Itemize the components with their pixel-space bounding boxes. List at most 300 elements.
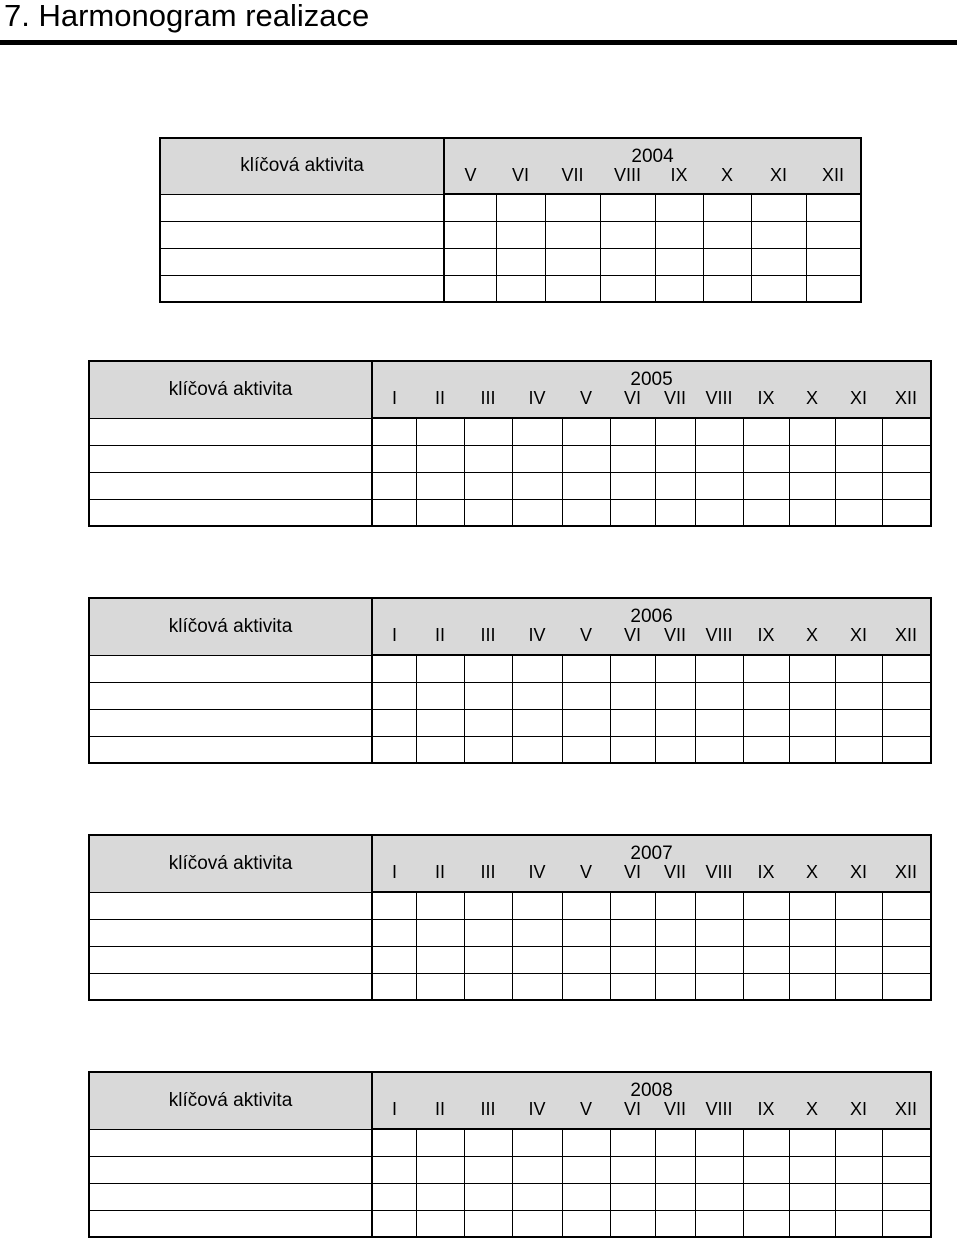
month-cell[interactable]	[600, 275, 655, 302]
month-cell[interactable]	[695, 892, 743, 919]
month-cell[interactable]	[512, 655, 562, 682]
month-cell[interactable]	[562, 892, 610, 919]
month-cell[interactable]	[444, 194, 496, 221]
month-cell[interactable]	[882, 709, 931, 736]
month-cell[interactable]	[695, 736, 743, 763]
activity-cell[interactable]	[160, 194, 444, 221]
month-cell[interactable]	[545, 275, 600, 302]
month-cell[interactable]	[562, 1183, 610, 1210]
month-cell[interactable]	[562, 709, 610, 736]
month-cell[interactable]	[600, 248, 655, 275]
month-cell[interactable]	[655, 418, 695, 445]
month-cell[interactable]	[372, 973, 416, 1000]
month-header: IV	[512, 1100, 562, 1129]
month-cell[interactable]	[695, 1183, 743, 1210]
month-cell[interactable]	[610, 973, 655, 1000]
month-cell[interactable]	[416, 682, 464, 709]
activity-cell[interactable]	[89, 709, 372, 736]
month-cell[interactable]	[655, 946, 695, 973]
month-cell[interactable]	[703, 194, 751, 221]
month-cell[interactable]	[835, 973, 882, 1000]
month-cell[interactable]	[882, 973, 931, 1000]
month-cell[interactable]	[464, 682, 512, 709]
month-cell[interactable]	[655, 736, 695, 763]
month-cell[interactable]	[695, 946, 743, 973]
month-header: VI	[610, 389, 655, 418]
month-cell[interactable]	[695, 655, 743, 682]
month-header: VIII	[695, 389, 743, 418]
month-cell[interactable]	[655, 709, 695, 736]
month-cell[interactable]	[372, 445, 416, 472]
month-cell[interactable]	[416, 1129, 464, 1156]
month-cell[interactable]	[695, 682, 743, 709]
month-header: V	[562, 389, 610, 418]
month-cell[interactable]	[789, 709, 835, 736]
schedule-table-2008	[88, 1071, 932, 1238]
month-cell[interactable]	[882, 1183, 931, 1210]
month-cell[interactable]	[835, 1156, 882, 1183]
month-header: IV	[512, 863, 562, 892]
month-cell[interactable]	[512, 499, 562, 526]
month-cell[interactable]	[789, 736, 835, 763]
month-cell[interactable]	[372, 736, 416, 763]
month-cell[interactable]	[751, 275, 806, 302]
month-cell[interactable]	[416, 472, 464, 499]
month-header: VIII	[695, 1100, 743, 1129]
month-cell[interactable]	[496, 275, 545, 302]
month-cell[interactable]	[512, 1129, 562, 1156]
month-cell[interactable]	[416, 1210, 464, 1237]
month-cell[interactable]	[655, 1183, 695, 1210]
month-cell[interactable]	[464, 973, 512, 1000]
month-cell[interactable]	[562, 919, 610, 946]
month-cell[interactable]	[751, 194, 806, 221]
month-cell[interactable]	[416, 892, 464, 919]
month-cell[interactable]	[703, 221, 751, 248]
month-cell[interactable]	[610, 946, 655, 973]
month-cell[interactable]	[512, 682, 562, 709]
table-row	[160, 275, 861, 302]
month-cell[interactable]	[610, 919, 655, 946]
month-cell[interactable]	[655, 919, 695, 946]
month-cell[interactable]	[464, 445, 512, 472]
table-row	[89, 1183, 931, 1210]
month-header: X	[789, 626, 835, 655]
month-cell[interactable]	[655, 655, 695, 682]
month-header: III	[464, 626, 512, 655]
month-cell[interactable]	[789, 892, 835, 919]
page-title: 7. Harmonogram realizace	[4, 0, 370, 33]
month-cell[interactable]	[743, 472, 789, 499]
month-cell[interactable]	[444, 221, 496, 248]
month-header: VII	[655, 626, 695, 655]
month-header: V	[444, 166, 496, 194]
table-row	[89, 709, 931, 736]
month-header: I	[372, 863, 416, 892]
month-cell[interactable]	[882, 892, 931, 919]
month-cell[interactable]	[372, 919, 416, 946]
month-cell[interactable]	[610, 682, 655, 709]
month-cell[interactable]	[789, 946, 835, 973]
month-cell[interactable]	[882, 1210, 931, 1237]
month-cell[interactable]	[751, 221, 806, 248]
month-cell[interactable]	[695, 499, 743, 526]
month-cell[interactable]	[655, 275, 703, 302]
month-cell[interactable]	[545, 221, 600, 248]
schedule-table-2007	[88, 834, 932, 1001]
activity-cell[interactable]	[160, 221, 444, 248]
month-cell[interactable]	[562, 1210, 610, 1237]
month-cell[interactable]	[610, 892, 655, 919]
activity-cell[interactable]	[160, 248, 444, 275]
month-cell[interactable]	[743, 418, 789, 445]
month-cell[interactable]	[372, 418, 416, 445]
month-cell[interactable]	[416, 1156, 464, 1183]
month-header: VII	[655, 389, 695, 418]
month-cell[interactable]	[464, 655, 512, 682]
month-cell[interactable]	[512, 973, 562, 1000]
month-cell[interactable]	[372, 1210, 416, 1237]
month-cell[interactable]	[512, 892, 562, 919]
month-cell[interactable]	[695, 709, 743, 736]
month-cell[interactable]	[655, 892, 695, 919]
month-cell[interactable]	[610, 418, 655, 445]
month-cell[interactable]	[610, 1183, 655, 1210]
month-header: II	[416, 1100, 464, 1129]
month-cell[interactable]	[751, 248, 806, 275]
month-cell[interactable]	[372, 682, 416, 709]
month-cell[interactable]	[610, 1156, 655, 1183]
month-cell[interactable]	[743, 736, 789, 763]
month-cell[interactable]	[512, 919, 562, 946]
month-header: IV	[512, 389, 562, 418]
month-cell[interactable]	[743, 682, 789, 709]
activity-cell[interactable]	[89, 892, 372, 919]
month-cell[interactable]	[562, 973, 610, 1000]
month-cell[interactable]	[464, 418, 512, 445]
month-cell[interactable]	[562, 499, 610, 526]
month-header: II	[416, 626, 464, 655]
month-header: VIII	[695, 626, 743, 655]
month-cell[interactable]	[789, 1156, 835, 1183]
month-cell[interactable]	[743, 1183, 789, 1210]
month-cell[interactable]	[882, 655, 931, 682]
month-cell[interactable]	[416, 919, 464, 946]
month-cell[interactable]	[610, 736, 655, 763]
month-cell[interactable]	[882, 919, 931, 946]
activity-cell[interactable]	[89, 472, 372, 499]
month-cell[interactable]	[743, 919, 789, 946]
year-header: 2006	[372, 598, 931, 626]
month-cell[interactable]	[464, 709, 512, 736]
month-cell[interactable]	[806, 221, 861, 248]
month-header: III	[464, 1100, 512, 1129]
month-cell[interactable]	[496, 221, 545, 248]
activity-cell[interactable]	[89, 1156, 372, 1183]
month-cell[interactable]	[835, 892, 882, 919]
month-cell[interactable]	[610, 655, 655, 682]
month-cell[interactable]	[416, 1183, 464, 1210]
month-cell[interactable]	[655, 221, 703, 248]
month-cell[interactable]	[835, 472, 882, 499]
month-cell[interactable]	[882, 418, 931, 445]
month-cell[interactable]	[600, 221, 655, 248]
month-cell[interactable]	[882, 736, 931, 763]
month-cell[interactable]	[789, 445, 835, 472]
month-cell[interactable]	[835, 445, 882, 472]
month-header: X	[789, 1100, 835, 1129]
month-cell[interactable]	[464, 1210, 512, 1237]
month-cell[interactable]	[882, 946, 931, 973]
month-cell[interactable]	[835, 946, 882, 973]
schedule-table-2005	[88, 360, 932, 527]
activity-cell[interactable]	[160, 275, 444, 302]
activity-cell[interactable]	[89, 445, 372, 472]
month-cell[interactable]	[703, 275, 751, 302]
month-cell[interactable]	[789, 1210, 835, 1237]
month-cell[interactable]	[655, 1129, 695, 1156]
month-cell[interactable]	[743, 445, 789, 472]
month-cell[interactable]	[835, 1183, 882, 1210]
month-cell[interactable]	[562, 736, 610, 763]
activity-cell[interactable]	[89, 919, 372, 946]
month-cell[interactable]	[444, 248, 496, 275]
month-cell[interactable]	[372, 655, 416, 682]
month-header: I	[372, 626, 416, 655]
activity-cell[interactable]	[89, 1129, 372, 1156]
month-cell[interactable]	[372, 946, 416, 973]
month-cell[interactable]	[512, 1183, 562, 1210]
month-cell[interactable]	[835, 709, 882, 736]
month-cell[interactable]	[562, 1129, 610, 1156]
activity-cell[interactable]	[89, 973, 372, 1000]
table-row	[89, 682, 931, 709]
year-header: 2007	[372, 835, 931, 863]
month-cell[interactable]	[562, 682, 610, 709]
month-cell[interactable]	[743, 1156, 789, 1183]
month-cell[interactable]	[372, 892, 416, 919]
month-cell[interactable]	[835, 418, 882, 445]
month-cell[interactable]	[882, 472, 931, 499]
table-row	[89, 499, 931, 526]
table-row	[89, 973, 931, 1000]
month-cell[interactable]	[743, 973, 789, 1000]
key-activity-header: klíčová aktivita	[89, 1072, 372, 1129]
month-cell[interactable]	[600, 194, 655, 221]
month-cell[interactable]	[835, 1129, 882, 1156]
activity-cell[interactable]	[89, 682, 372, 709]
month-cell[interactable]	[835, 919, 882, 946]
activity-cell[interactable]	[89, 946, 372, 973]
table-row	[89, 892, 931, 919]
month-header: XII	[882, 389, 931, 418]
activity-cell[interactable]	[89, 418, 372, 445]
month-cell[interactable]	[695, 472, 743, 499]
month-cell[interactable]	[464, 736, 512, 763]
year-header: 2005	[372, 361, 931, 389]
month-cell[interactable]	[789, 919, 835, 946]
month-header: X	[789, 389, 835, 418]
month-cell[interactable]	[372, 1183, 416, 1210]
month-cell[interactable]	[372, 709, 416, 736]
month-cell[interactable]	[695, 418, 743, 445]
month-cell[interactable]	[416, 418, 464, 445]
month-header: IX	[743, 626, 789, 655]
month-header: V	[562, 863, 610, 892]
month-cell[interactable]	[464, 1183, 512, 1210]
month-cell[interactable]	[562, 445, 610, 472]
month-cell[interactable]	[655, 1210, 695, 1237]
month-cell[interactable]	[512, 1156, 562, 1183]
month-cell[interactable]	[444, 275, 496, 302]
month-cell[interactable]	[695, 973, 743, 1000]
month-cell[interactable]	[372, 1156, 416, 1183]
month-header: VI	[496, 166, 545, 194]
month-cell[interactable]	[789, 418, 835, 445]
month-header: XII	[882, 863, 931, 892]
year-header: 2008	[372, 1072, 931, 1100]
month-cell[interactable]	[806, 194, 861, 221]
month-header: VI	[610, 626, 655, 655]
month-cell[interactable]	[806, 275, 861, 302]
month-cell[interactable]	[743, 1210, 789, 1237]
month-cell[interactable]	[610, 472, 655, 499]
table-row	[89, 1129, 931, 1156]
month-cell[interactable]	[464, 499, 512, 526]
month-cell[interactable]	[610, 499, 655, 526]
title-underline	[0, 40, 957, 45]
month-cell[interactable]	[695, 1210, 743, 1237]
month-cell[interactable]	[512, 418, 562, 445]
activity-cell[interactable]	[89, 655, 372, 682]
table-row	[89, 919, 931, 946]
month-cell[interactable]	[835, 682, 882, 709]
key-activity-header: klíčová aktivita	[89, 361, 372, 418]
month-cell[interactable]	[416, 655, 464, 682]
month-cell[interactable]	[882, 499, 931, 526]
month-header: IX	[743, 1100, 789, 1129]
month-cell[interactable]	[655, 499, 695, 526]
month-cell[interactable]	[655, 445, 695, 472]
month-cell[interactable]	[496, 248, 545, 275]
month-cell[interactable]	[610, 709, 655, 736]
activity-cell[interactable]	[89, 499, 372, 526]
month-cell[interactable]	[610, 1210, 655, 1237]
month-cell[interactable]	[695, 919, 743, 946]
month-cell[interactable]	[464, 472, 512, 499]
month-cell[interactable]	[372, 472, 416, 499]
month-cell[interactable]	[512, 445, 562, 472]
month-cell[interactable]	[835, 736, 882, 763]
month-header: IV	[512, 626, 562, 655]
month-cell[interactable]	[806, 248, 861, 275]
month-cell[interactable]	[789, 1129, 835, 1156]
month-cell[interactable]	[789, 499, 835, 526]
month-cell[interactable]	[464, 919, 512, 946]
month-cell[interactable]	[703, 248, 751, 275]
month-cell[interactable]	[512, 709, 562, 736]
month-cell[interactable]	[562, 946, 610, 973]
month-cell[interactable]	[545, 248, 600, 275]
month-cell[interactable]	[496, 194, 545, 221]
month-cell[interactable]	[655, 682, 695, 709]
month-cell[interactable]	[835, 655, 882, 682]
month-cell[interactable]	[835, 499, 882, 526]
month-cell[interactable]	[789, 973, 835, 1000]
table-row	[89, 1156, 931, 1183]
month-cell[interactable]	[464, 892, 512, 919]
month-cell[interactable]	[655, 973, 695, 1000]
month-cell[interactable]	[655, 472, 695, 499]
month-cell[interactable]	[743, 892, 789, 919]
month-cell[interactable]	[789, 1183, 835, 1210]
month-cell[interactable]	[789, 682, 835, 709]
month-cell[interactable]	[562, 418, 610, 445]
month-cell[interactable]	[655, 1156, 695, 1183]
month-cell[interactable]	[464, 946, 512, 973]
month-cell[interactable]	[789, 655, 835, 682]
month-cell[interactable]	[416, 445, 464, 472]
activity-cell[interactable]	[89, 1210, 372, 1237]
month-cell[interactable]	[655, 194, 703, 221]
month-cell[interactable]	[882, 1129, 931, 1156]
month-header: I	[372, 389, 416, 418]
month-cell[interactable]	[464, 1129, 512, 1156]
month-cell[interactable]	[610, 445, 655, 472]
month-cell[interactable]	[416, 973, 464, 1000]
month-cell[interactable]	[562, 472, 610, 499]
month-cell[interactable]	[695, 1156, 743, 1183]
month-cell[interactable]	[835, 1210, 882, 1237]
month-cell[interactable]	[789, 472, 835, 499]
month-cell[interactable]	[372, 1129, 416, 1156]
month-cell[interactable]	[610, 1129, 655, 1156]
month-cell[interactable]	[562, 655, 610, 682]
table-row	[89, 736, 931, 763]
month-cell[interactable]	[512, 946, 562, 973]
month-header: XII	[882, 626, 931, 655]
month-cell[interactable]	[416, 736, 464, 763]
month-cell[interactable]	[743, 1129, 789, 1156]
month-cell[interactable]	[562, 1156, 610, 1183]
month-cell[interactable]	[655, 248, 703, 275]
month-cell[interactable]	[416, 499, 464, 526]
activity-cell[interactable]	[89, 736, 372, 763]
month-cell[interactable]	[695, 1129, 743, 1156]
month-cell[interactable]	[545, 194, 600, 221]
month-cell[interactable]	[882, 682, 931, 709]
month-cell[interactable]	[743, 709, 789, 736]
activity-cell[interactable]	[89, 1183, 372, 1210]
month-cell[interactable]	[882, 445, 931, 472]
month-cell[interactable]	[743, 655, 789, 682]
key-activity-header: klíčová aktivita	[89, 598, 372, 655]
month-cell[interactable]	[882, 1156, 931, 1183]
month-cell[interactable]	[416, 946, 464, 973]
month-cell[interactable]	[743, 499, 789, 526]
month-cell[interactable]	[416, 709, 464, 736]
month-cell[interactable]	[512, 472, 562, 499]
month-cell[interactable]	[512, 1210, 562, 1237]
month-cell[interactable]	[695, 445, 743, 472]
month-header: IX	[743, 863, 789, 892]
month-cell[interactable]	[743, 946, 789, 973]
month-header: VII	[545, 166, 600, 194]
month-cell[interactable]	[512, 736, 562, 763]
month-header: X	[703, 166, 751, 194]
month-cell[interactable]	[464, 1156, 512, 1183]
month-cell[interactable]	[372, 499, 416, 526]
